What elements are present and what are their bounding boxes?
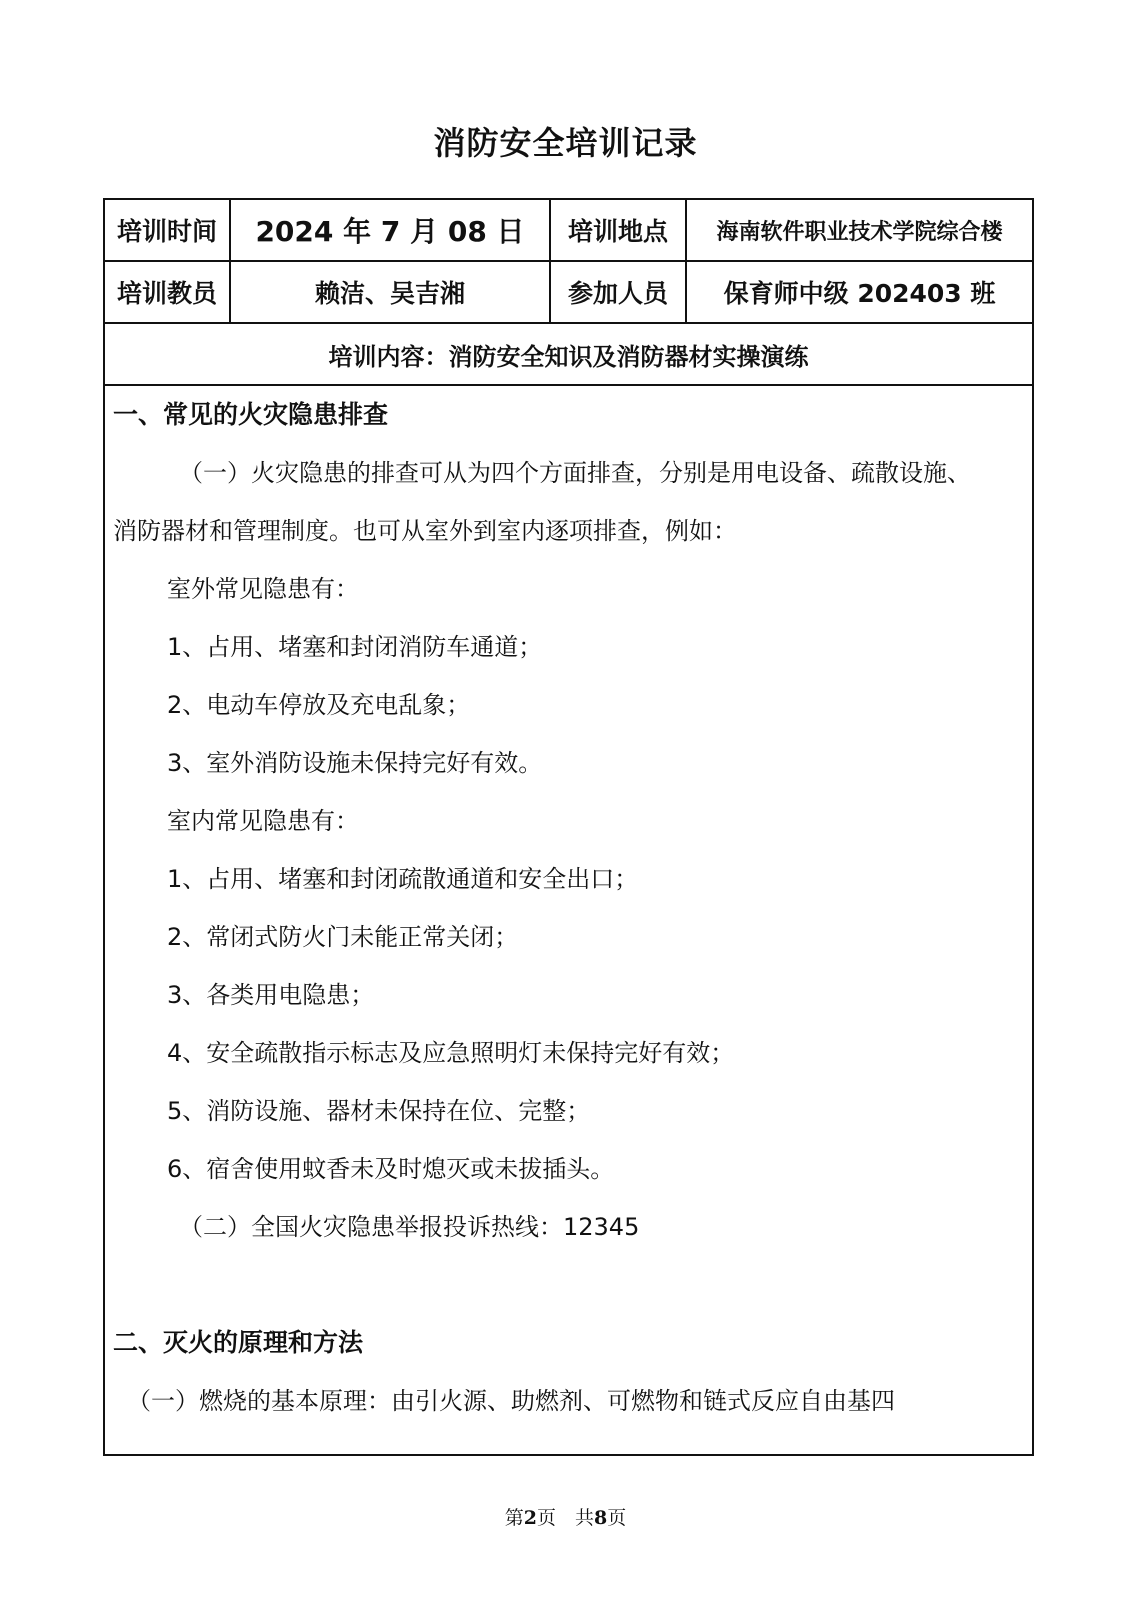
hotline-line: （二）全国火灾隐患举报投诉热线：12345 bbox=[179, 1213, 640, 1241]
participants-label: 参加人员 bbox=[550, 261, 686, 323]
page-mid: 页 共 bbox=[536, 1507, 594, 1529]
page-current: 2 bbox=[523, 1507, 537, 1529]
page-footer bbox=[0, 1503, 1131, 1530]
participants-value: 保育师中级 202403 班 bbox=[686, 261, 1033, 323]
page-title: 消防安全培训记录 bbox=[433, 124, 698, 162]
list-item: 3、室外消防设施未保持完好有效。 bbox=[167, 749, 543, 777]
paragraph-line: （一）火灾隐患的排查可从为四个方面排查，分别是用电设备、疏散设施、 bbox=[179, 459, 971, 487]
training-content bbox=[113, 386, 1024, 1454]
page-prefix: 第 bbox=[504, 1507, 524, 1529]
training-record-table bbox=[103, 198, 1034, 1456]
list-item: 1、占用、堵塞和封闭消防车通道； bbox=[167, 633, 543, 661]
spacer bbox=[113, 1256, 1024, 1314]
list-item: 2、电动车停放及充电乱象； bbox=[167, 691, 471, 719]
training-place-label: 培训地点 bbox=[550, 199, 686, 261]
training-time-value: 2024 年 7 月 08 日 bbox=[230, 199, 550, 261]
paragraph-line: 消防器材和管理制度。也可从室外到室内逐项排查，例如： bbox=[113, 517, 737, 545]
page-suffix: 页 bbox=[607, 1507, 627, 1529]
section-heading: 二、灭火的原理和方法 bbox=[113, 1328, 364, 1357]
section-heading: 一、常见的火灾隐患排查 bbox=[113, 400, 389, 429]
list-item: 1、占用、堵塞和封闭疏散通道和安全出口； bbox=[167, 865, 639, 893]
table-row bbox=[104, 199, 1033, 261]
list-item: 5、消防设施、器材未保持在位、完整； bbox=[167, 1097, 591, 1125]
list-item: 4、安全疏散指示标志及应急照明灯未保持完好有效； bbox=[167, 1039, 735, 1067]
page-total: 8 bbox=[594, 1507, 608, 1529]
instructor-label: 培训教员 bbox=[104, 261, 230, 323]
table-row bbox=[104, 323, 1033, 385]
subheading: 室外常见隐患有： bbox=[167, 575, 359, 603]
instructor-value: 赖洁、吴吉湘 bbox=[230, 261, 550, 323]
list-item: 2、常闭式防火门未能正常关闭； bbox=[167, 923, 519, 951]
content-cell bbox=[104, 385, 1033, 1455]
list-item: 3、各类用电隐患； bbox=[167, 981, 375, 1009]
table-row bbox=[104, 385, 1033, 1455]
training-time-label: 培训时间 bbox=[104, 199, 230, 261]
table-row bbox=[104, 261, 1033, 323]
subheading: 室内常见隐患有： bbox=[167, 807, 359, 835]
training-topic: 培训内容：消防安全知识及消防器材实操演练 bbox=[104, 323, 1033, 385]
paragraph-line: （一）燃烧的基本原理：由引火源、助燃剂、可燃物和链式反应自由基四 bbox=[127, 1387, 895, 1415]
list-item: 6、宿舍使用蚊香未及时熄灭或未拔插头。 bbox=[167, 1155, 615, 1183]
training-place-value: 海南软件职业技术学院综合楼 bbox=[686, 199, 1033, 261]
